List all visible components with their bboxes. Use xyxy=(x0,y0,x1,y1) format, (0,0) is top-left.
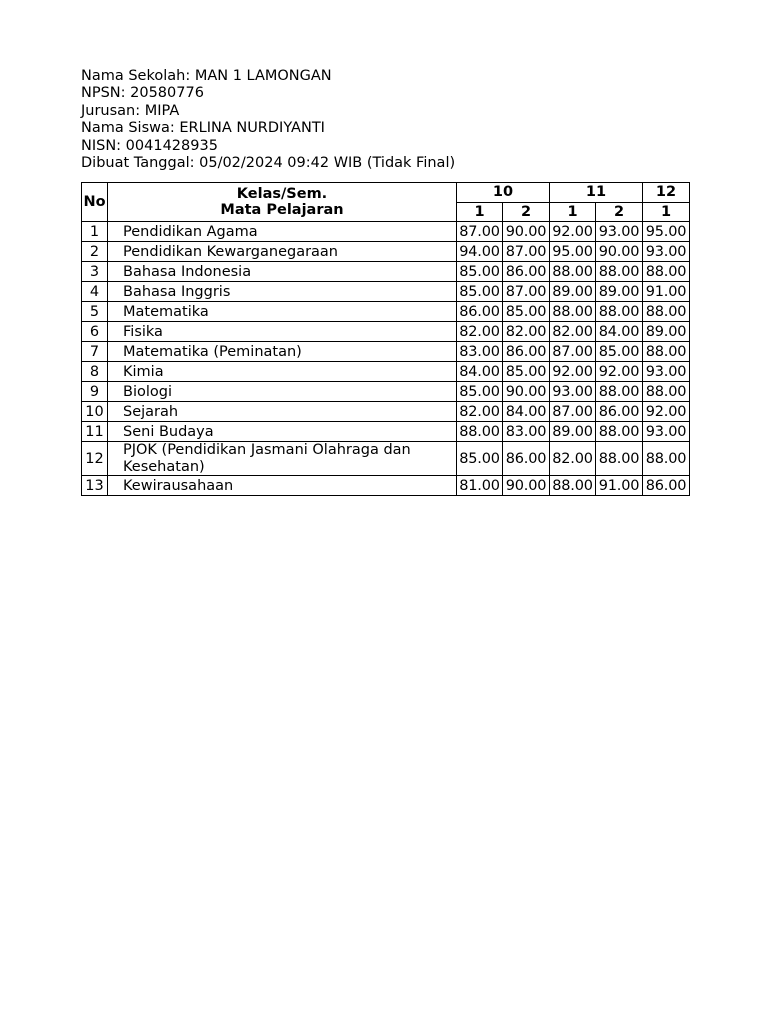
score-cell: 88.00 xyxy=(550,302,596,322)
score-cell: 81.00 xyxy=(457,476,503,496)
table-row xyxy=(82,362,690,382)
row-number: 10 xyxy=(82,402,108,422)
score-cell: 92.00 xyxy=(550,362,596,382)
score-cell: 85.00 xyxy=(596,342,643,362)
score-cell: 93.00 xyxy=(550,382,596,402)
score-cell: 86.00 xyxy=(643,476,690,496)
subject-name: Matematika xyxy=(108,302,457,322)
subject-name: PJOK (Pendidikan Jasmani Olahraga dan Kesehatan) xyxy=(108,442,457,476)
score-cell: 88.00 xyxy=(596,422,643,442)
score-cell: 84.00 xyxy=(457,362,503,382)
row-number: 12 xyxy=(82,442,108,476)
score-cell: 82.00 xyxy=(550,322,596,342)
row-number: 1 xyxy=(82,222,108,242)
score-cell: 87.00 xyxy=(457,222,503,242)
table-row xyxy=(82,302,690,322)
score-cell: 93.00 xyxy=(643,422,690,442)
score-cell: 85.00 xyxy=(457,262,503,282)
row-number: 8 xyxy=(82,362,108,382)
row-number: 7 xyxy=(82,342,108,362)
score-cell: 86.00 xyxy=(503,262,550,282)
score-cell: 90.00 xyxy=(503,222,550,242)
row-number: 4 xyxy=(82,282,108,302)
subject-name: Bahasa Indonesia xyxy=(108,262,457,282)
student-name: Nama Siswa: ERLINA NURDIYANTI xyxy=(81,120,325,137)
score-cell: 87.00 xyxy=(503,242,550,262)
score-cell: 88.00 xyxy=(457,422,503,442)
column-header-semester: 1 xyxy=(643,202,690,222)
score-cell: 88.00 xyxy=(550,476,596,496)
column-header-class-10: 10 xyxy=(457,183,550,203)
score-cell: 83.00 xyxy=(457,342,503,362)
score-cell: 90.00 xyxy=(596,242,643,262)
score-cell: 92.00 xyxy=(550,222,596,242)
score-cell: 92.00 xyxy=(643,402,690,422)
score-cell: 89.00 xyxy=(643,322,690,342)
table-row xyxy=(82,222,690,242)
score-cell: 93.00 xyxy=(643,362,690,382)
score-cell: 82.00 xyxy=(503,322,550,342)
row-number: 5 xyxy=(82,302,108,322)
column-header-no: No xyxy=(82,183,108,222)
row-number: 6 xyxy=(82,322,108,342)
grades-table xyxy=(81,182,690,496)
score-cell: 86.00 xyxy=(503,342,550,362)
score-cell: 89.00 xyxy=(550,422,596,442)
column-header-semester: 2 xyxy=(503,202,550,222)
table-row xyxy=(82,476,690,496)
score-cell: 93.00 xyxy=(596,222,643,242)
score-cell: 83.00 xyxy=(503,422,550,442)
score-cell: 85.00 xyxy=(503,362,550,382)
column-header-subject xyxy=(108,183,457,222)
row-number: 11 xyxy=(82,422,108,442)
score-cell: 85.00 xyxy=(457,382,503,402)
score-cell: 94.00 xyxy=(457,242,503,262)
score-cell: 89.00 xyxy=(596,282,643,302)
score-cell: 91.00 xyxy=(643,282,690,302)
score-cell: 91.00 xyxy=(596,476,643,496)
score-cell: 92.00 xyxy=(596,362,643,382)
header-row-classes xyxy=(82,183,690,203)
score-cell: 88.00 xyxy=(596,382,643,402)
table-row xyxy=(82,322,690,342)
row-number: 9 xyxy=(82,382,108,402)
score-cell: 86.00 xyxy=(503,442,550,476)
column-header-subject-line1: Kelas/Sem. xyxy=(236,186,328,202)
score-cell: 87.00 xyxy=(503,282,550,302)
column-header-subject-line2: Mata Pelajaran xyxy=(220,202,344,218)
column-header-semester: 2 xyxy=(596,202,643,222)
subject-name: Fisika xyxy=(108,322,457,342)
table-row xyxy=(82,402,690,422)
column-header-class-11: 11 xyxy=(550,183,643,203)
row-number: 13 xyxy=(82,476,108,496)
score-cell: 88.00 xyxy=(643,382,690,402)
subject-name: Pendidikan Kewarganegaraan xyxy=(108,242,457,262)
table-row xyxy=(82,422,690,442)
subject-name: Biologi xyxy=(108,382,457,402)
score-cell: 95.00 xyxy=(643,222,690,242)
score-cell: 90.00 xyxy=(503,382,550,402)
subject-name: Seni Budaya xyxy=(108,422,457,442)
score-cell: 88.00 xyxy=(550,262,596,282)
score-cell: 82.00 xyxy=(550,442,596,476)
subject-name: Pendidikan Agama xyxy=(108,222,457,242)
score-cell: 89.00 xyxy=(550,282,596,302)
score-cell: 88.00 xyxy=(596,302,643,322)
score-cell: 85.00 xyxy=(503,302,550,322)
score-cell: 95.00 xyxy=(550,242,596,262)
table-row xyxy=(82,442,690,476)
column-header-class-12: 12 xyxy=(643,183,690,203)
score-cell: 87.00 xyxy=(550,402,596,422)
npsn: NPSN: 20580776 xyxy=(81,85,204,102)
table-header xyxy=(82,183,690,222)
score-cell: 86.00 xyxy=(596,402,643,422)
column-header-semester: 1 xyxy=(550,202,596,222)
score-cell: 85.00 xyxy=(457,442,503,476)
row-number: 2 xyxy=(82,242,108,262)
score-cell: 87.00 xyxy=(550,342,596,362)
subject-name: Matematika (Peminatan) xyxy=(108,342,457,362)
score-cell: 88.00 xyxy=(643,302,690,322)
nisn: NISN: 0041428935 xyxy=(81,137,218,154)
score-cell: 88.00 xyxy=(643,342,690,362)
created-date: Dibuat Tanggal: 05/02/2024 09:42 WIB (Tidak Final) xyxy=(81,155,456,172)
table-row xyxy=(82,282,690,302)
school-name: Nama Sekolah: MAN 1 LAMONGAN xyxy=(81,68,332,84)
score-cell: 86.00 xyxy=(457,302,503,322)
major: Jurusan: MIPA xyxy=(81,102,180,119)
table-row xyxy=(82,242,690,262)
score-cell: 84.00 xyxy=(503,402,550,422)
subject-name: Sejarah xyxy=(108,402,457,422)
row-number: 3 xyxy=(82,262,108,282)
score-cell: 88.00 xyxy=(643,262,690,282)
column-header-semester: 1 xyxy=(457,202,503,222)
subject-name: Bahasa Inggris xyxy=(108,282,457,302)
table-row xyxy=(82,382,690,402)
subject-name: Kewirausahaan xyxy=(108,476,457,496)
score-cell: 93.00 xyxy=(643,242,690,262)
score-cell: 88.00 xyxy=(596,442,643,476)
table-row xyxy=(82,262,690,282)
score-cell: 90.00 xyxy=(503,476,550,496)
table-body xyxy=(82,222,690,496)
student-info xyxy=(81,68,455,172)
table-row xyxy=(82,342,690,362)
score-cell: 88.00 xyxy=(643,442,690,476)
score-cell: 82.00 xyxy=(457,322,503,342)
subject-name: Kimia xyxy=(108,362,457,382)
score-cell: 82.00 xyxy=(457,402,503,422)
score-cell: 85.00 xyxy=(457,282,503,302)
score-cell: 88.00 xyxy=(596,262,643,282)
score-cell: 84.00 xyxy=(596,322,643,342)
